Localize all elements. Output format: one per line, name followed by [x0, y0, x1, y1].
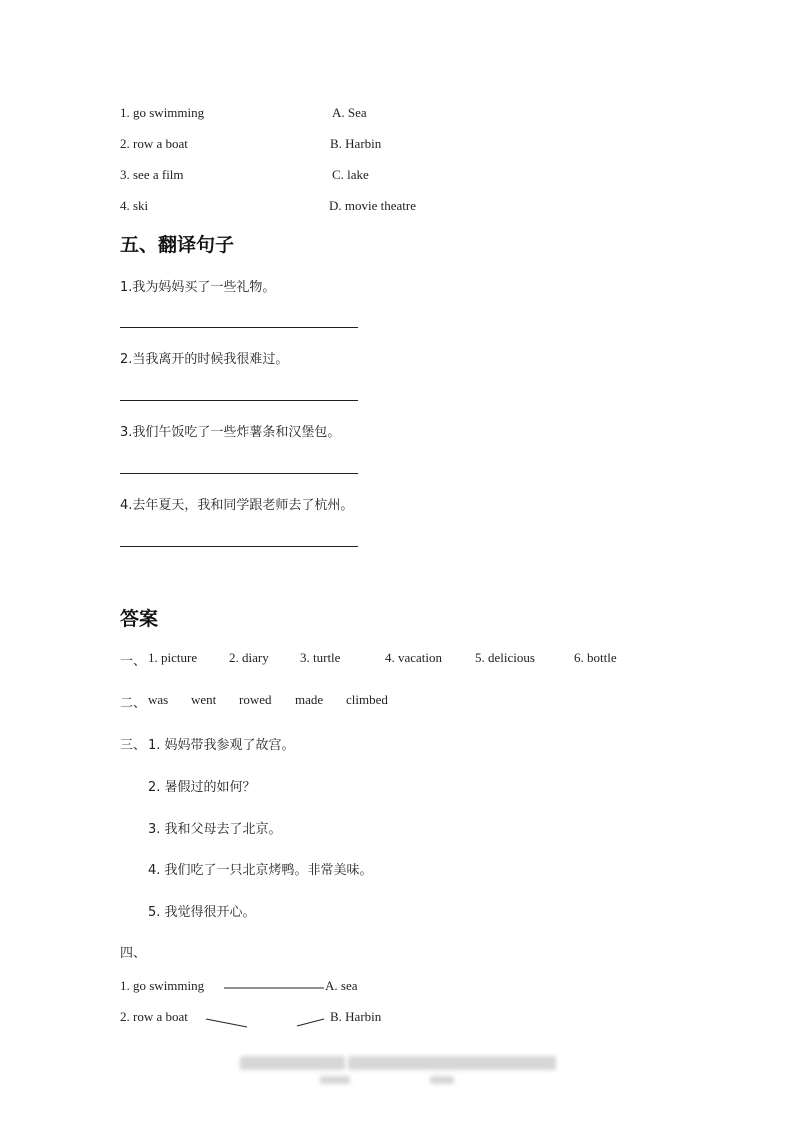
- answer-part3-item: 2. 暑假过的如何？: [148, 780, 256, 795]
- match-line-3: [297, 1019, 324, 1026]
- answer-part1-label: 一、: [120, 654, 147, 669]
- answer-part4-left-2: 2. row a boat: [120, 1009, 188, 1024]
- answers-title: 答案: [120, 608, 159, 630]
- match-left-2: 2. row a boat: [120, 136, 188, 151]
- answer-part1-item: 4. vacation: [385, 650, 443, 665]
- answer-part1-item: 1. picture: [148, 650, 198, 665]
- answer-part2-item: was: [148, 692, 169, 707]
- answer-part3-item: 1. 妈妈带我参观了故宫。: [148, 738, 295, 753]
- match-left-4: 4. ski: [120, 198, 149, 213]
- answer-part4-left-1: 1. go swimming: [120, 978, 205, 993]
- answer-part3-item: 3. 我和父母去了北京。: [148, 822, 282, 837]
- match-left-3: 3. see a film: [120, 167, 184, 182]
- blurred-footer: [348, 1056, 556, 1070]
- answer-part3-item: 5. 我觉得很开心。: [148, 905, 256, 920]
- answer-part1-item: 3. turtle: [300, 650, 341, 665]
- answer-part2-item: rowed: [239, 692, 272, 707]
- translate-item-4: 4.去年夏天，我和同学跟老师去了杭州。: [120, 498, 354, 513]
- answer-part2-label: 二、: [120, 696, 147, 711]
- answer-part4-label: 四、: [120, 946, 147, 961]
- answer-part3-label: 三、: [120, 738, 147, 753]
- blurred-footer: [240, 1056, 345, 1070]
- answer-part4-right-a: A. sea: [325, 978, 358, 993]
- match-right-c: C. lake: [332, 167, 369, 182]
- translate-item-1: 1.我为妈妈买了一些礼物。: [120, 280, 276, 295]
- answer-part1-item: 2. diary: [229, 650, 269, 665]
- answer-part2-item: went: [191, 692, 217, 707]
- translate-item-3: 3.我们午饭吃了一些炸薯条和汉堡包。: [120, 425, 341, 440]
- translate-item-2: 2.当我离开的时候我很难过。: [120, 352, 289, 367]
- match-line-2: [206, 1019, 247, 1027]
- section5-title: 五、翻译句子: [120, 234, 235, 256]
- match-right-a: A. Sea: [332, 105, 367, 120]
- match-right-d: D. movie theatre: [329, 198, 416, 213]
- answer-part3-item: 4. 我们吃了一只北京烤鸭。非常美味。: [148, 863, 373, 878]
- answer-part2-item: made: [295, 692, 324, 707]
- blurred-footer: [430, 1076, 454, 1084]
- answer-part1-item: 5. delicious: [475, 650, 535, 665]
- match-right-b: B. Harbin: [330, 136, 382, 151]
- answer-part4-right-b: B. Harbin: [330, 1009, 382, 1024]
- answer-part1-item: 6. bottle: [574, 650, 617, 665]
- match-left-1: 1. go swimming: [120, 105, 205, 120]
- answer-part2-item: climbed: [346, 692, 388, 707]
- blurred-footer: [320, 1076, 350, 1084]
